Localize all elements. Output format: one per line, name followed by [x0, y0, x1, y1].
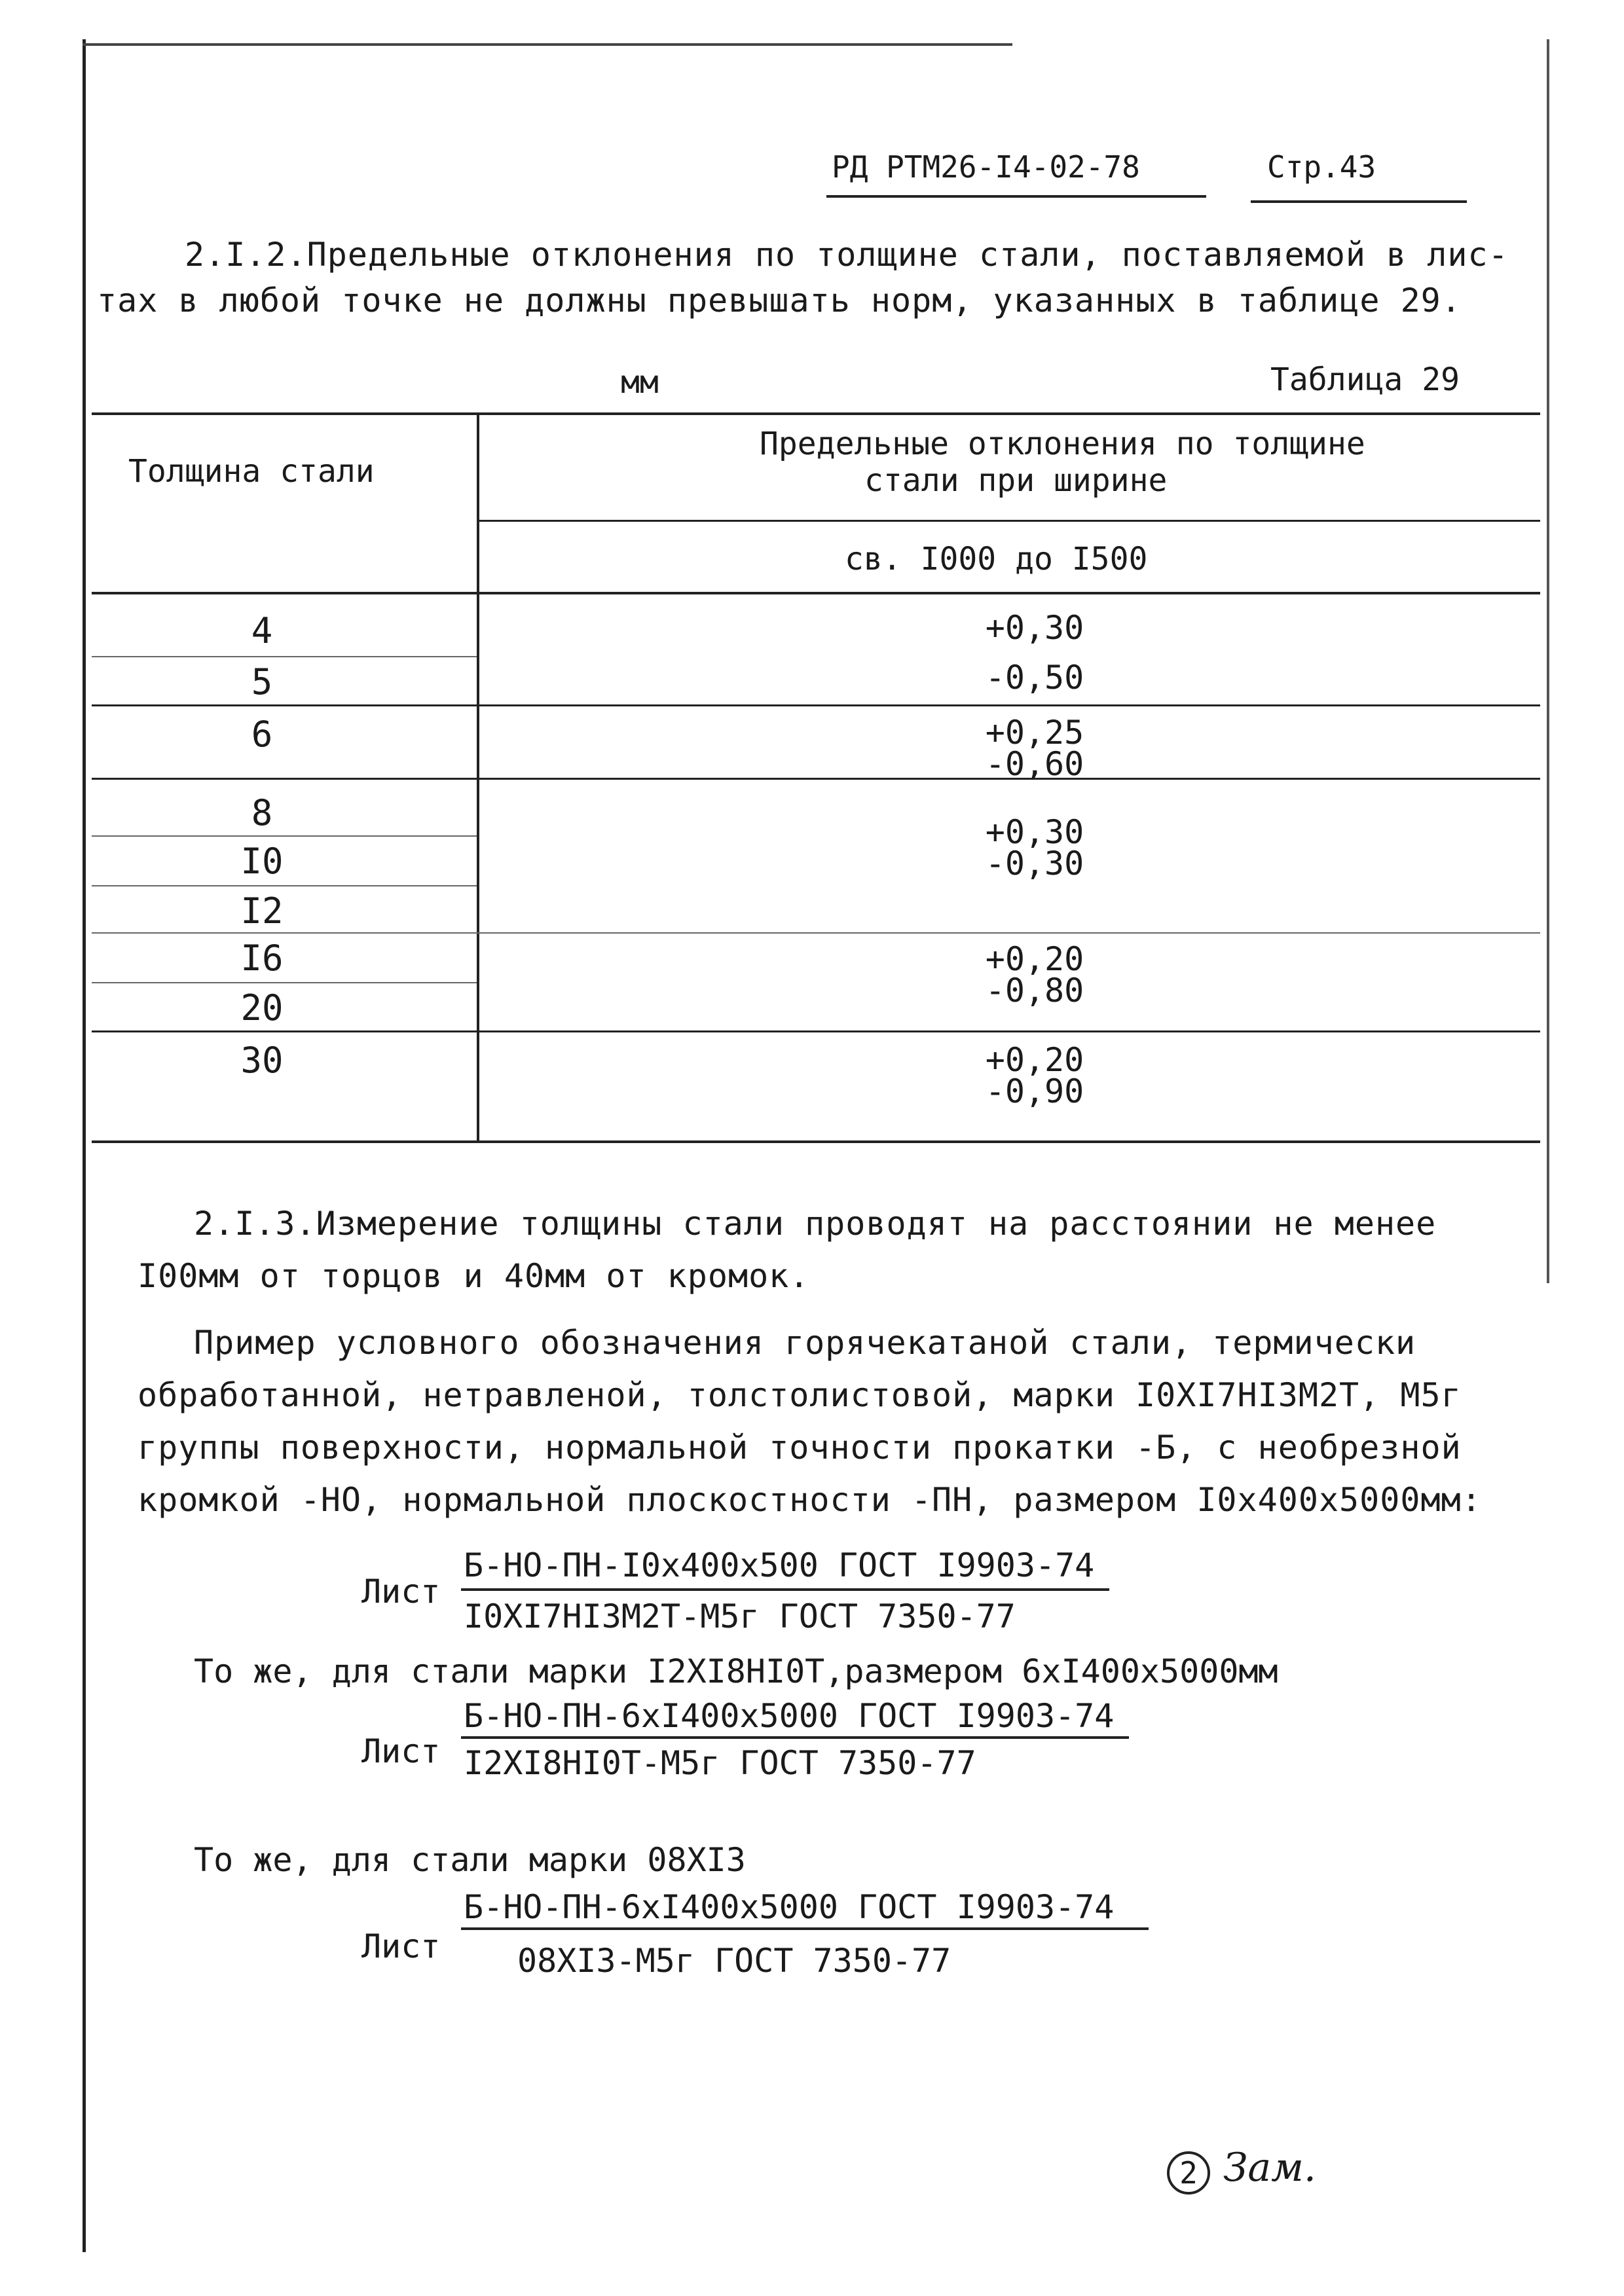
page-frame-left: [83, 39, 86, 2252]
table-unit: мм: [621, 364, 659, 401]
thickness-cell: 30: [240, 1040, 284, 1081]
designation-3-fraction-bar: [461, 1927, 1149, 1930]
table-header-divider: [92, 592, 1540, 594]
designation-2-fraction-bar: [461, 1736, 1129, 1739]
tolerance-minus: -0,30: [985, 845, 1084, 883]
section-212-line-2: тах в любой точке не должны превышать норм, указанных в таблице 29.: [97, 282, 1462, 319]
tolerance-minus: -0,60: [985, 745, 1084, 783]
column-header-tolerance-line-2: стали при ширине: [864, 462, 1168, 499]
section-213-line-2: I00мм от торцов и 40мм от кромок.: [138, 1257, 810, 1295]
tolerance-plus: +0,20: [985, 1041, 1084, 1079]
thickness-cell: I2: [240, 890, 284, 932]
designation-1-top: Б-НО-ПН-I0x400x500 ГОСТ I9903-74: [464, 1546, 1095, 1584]
column-header-tolerance-line-1: Предельные отклонения по толщине: [760, 426, 1365, 462]
example-line-4: кромкой -НО, нормальной плоскостности -ПН, размером I0x400x5000мм:: [138, 1481, 1482, 1519]
row-divider-16: [92, 982, 477, 983]
tolerance-plus: +0,20: [985, 940, 1084, 978]
revision-circle: 2: [1167, 2151, 1210, 2195]
tolerance-plus: +0,25: [985, 714, 1084, 752]
designation-3-top: Б-НО-ПН-6xI400x5000 ГОСТ I9903-74: [464, 1888, 1115, 1926]
group-divider-1: [92, 704, 1540, 706]
table-caption: Таблица 29: [1270, 361, 1460, 398]
thickness-cell: 5: [251, 661, 273, 702]
page-frame-right: [1547, 39, 1549, 1283]
designation-3-same-as: То же, для стали марки 08XI3: [194, 1841, 746, 1879]
group-divider-3: [92, 932, 1540, 934]
designation-1-word: Лист: [361, 1573, 441, 1611]
tolerance-plus: +0,30: [985, 609, 1084, 647]
page-frame-top: [83, 43, 1012, 46]
section-213-line-1: 2.I.3.Измерение толщины стали проводят на расстоянии не менее: [194, 1205, 1437, 1243]
example-line-2: обработанной, нетравленой, толстолистовой, марки I0XI7HI3M2T, M5г: [138, 1376, 1462, 1414]
group-divider-4: [92, 1030, 1540, 1032]
document-number-underline: [826, 195, 1206, 198]
thickness-cell: 4: [251, 610, 273, 651]
group-divider-2: [92, 778, 1540, 780]
row-divider-4: [92, 656, 477, 657]
table-border-top: [92, 412, 1540, 415]
table-border-bottom: [92, 1140, 1540, 1143]
document-number: РД РТМ26-I4-02-78: [832, 149, 1140, 185]
designation-2-bottom: I2XI8HI0T-M5г ГОСТ 7350-77: [464, 1744, 976, 1782]
example-line-3: группы поверхности, нормальной точности прокатки -Б, с необрезной: [138, 1429, 1462, 1467]
thickness-cell: 8: [251, 792, 273, 833]
column-header-thickness: Толщина стали: [128, 453, 375, 490]
designation-1-bottom: I0XI7HI3M2T-M5г ГОСТ 7350-77: [464, 1597, 1016, 1635]
revision-note: Зам.: [1223, 2145, 1316, 2191]
page-number-underline: [1251, 200, 1467, 203]
designation-3-word: Лист: [361, 1927, 441, 1965]
section-212-line-1: 2.I.2.Предельные отклонения по толщине стали, поставляемой в лис-: [185, 236, 1509, 274]
row-divider-8: [92, 835, 477, 837]
tolerance-plus: +0,30: [985, 813, 1084, 851]
designation-3-bottom: 08XI3-M5г ГОСТ 7350-77: [517, 1942, 951, 1980]
thickness-cell: I6: [240, 938, 284, 979]
example-line-1: Пример условного обозначения горячекатаной стали, термически: [194, 1324, 1416, 1362]
tolerance-minus: -0,50: [985, 659, 1084, 697]
thickness-cell: 20: [240, 987, 284, 1029]
column-subheader-width: св. I000 до I500: [845, 541, 1148, 577]
tolerance-minus: -0,90: [985, 1072, 1084, 1110]
row-divider-10: [92, 885, 477, 886]
designation-2-same-as: То же, для стали марки I2XI8HI0T,размером 6xI400x5000мм: [194, 1652, 1278, 1690]
designation-2-top: Б-НО-ПН-6xI400x5000 ГОСТ I9903-74: [464, 1697, 1115, 1735]
thickness-cell: 6: [251, 714, 273, 755]
designation-1-fraction-bar: [461, 1588, 1109, 1591]
designation-2-word: Лист: [361, 1732, 441, 1770]
thickness-cell: I0: [240, 841, 284, 882]
page-number: Стр.43: [1267, 149, 1376, 185]
table-subheader-divider: [479, 520, 1540, 522]
tolerance-minus: -0,80: [985, 972, 1084, 1010]
